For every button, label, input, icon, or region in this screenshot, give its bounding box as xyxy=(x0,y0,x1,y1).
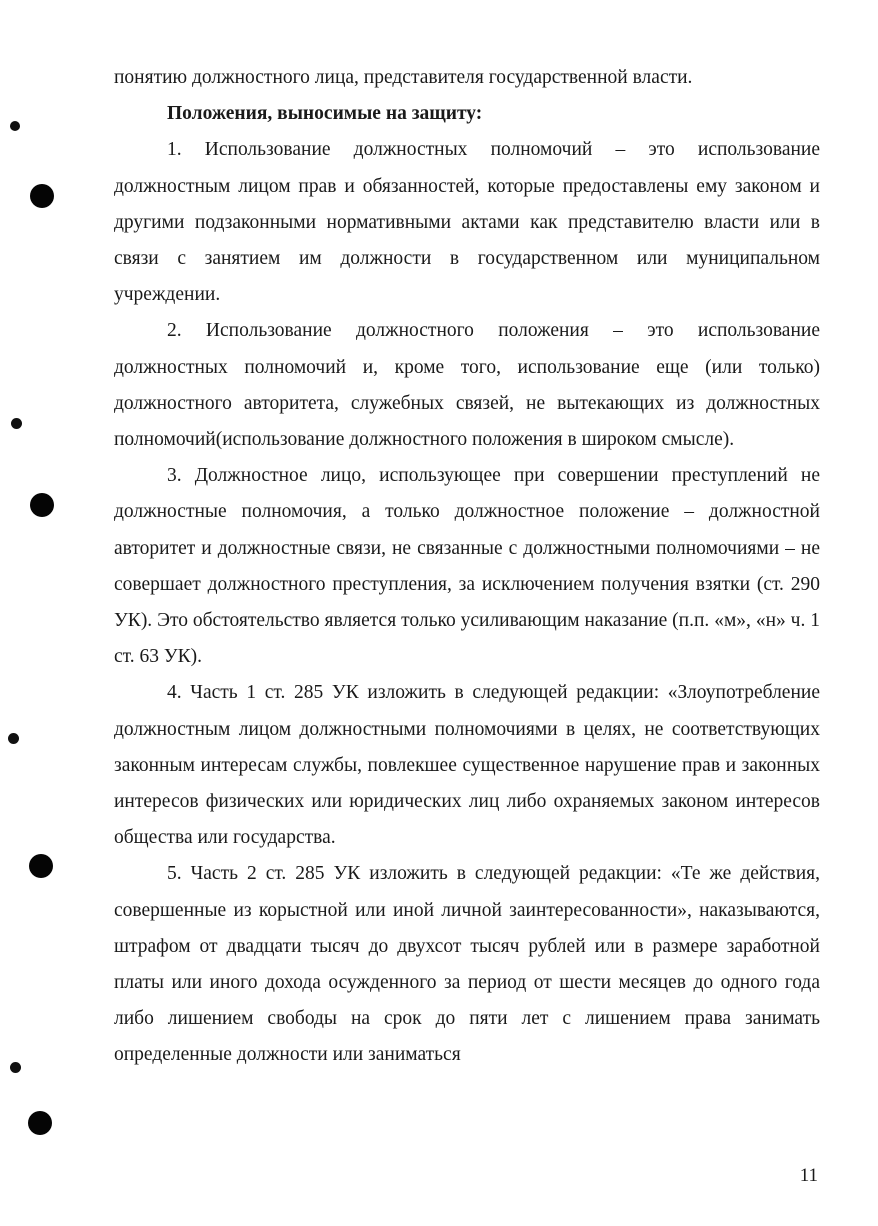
binding-mark xyxy=(10,121,20,131)
section-heading: Положения, выносимые на защиту: xyxy=(167,103,483,125)
binding-mark xyxy=(8,733,19,744)
paragraph-continuation: понятию должностного лица, представителя государственной власти. xyxy=(114,67,693,88)
paragraph-2: 2. Использование должностного положения – это использование должностных полномочий и, кроме того, использование еще (или только) должностного авторитета, служебных связей, не вытекающих из должностных полномочий(использование должностного положения в широком смысле). xyxy=(114,320,820,451)
punch-hole xyxy=(30,493,54,517)
punch-hole xyxy=(30,184,54,208)
binding-mark xyxy=(11,418,22,429)
document-body xyxy=(114,60,820,1074)
page-number: 11 xyxy=(799,1165,818,1186)
paragraph-3: 3. Должностное лицо, использующее при совершении преступлений не должностные полномочия, а только должностное положение – должностной авторитет и должностные связи, не связанные с должностными полномочиями – не совершает должностного преступления, за исключением получения взятки (ст. 290 УК). Это обстоятельство является только усиливающим наказание (п.п. «м», «н» ч. 1 ст. 63 УК). xyxy=(114,465,820,668)
binding-mark xyxy=(10,1062,21,1073)
punch-hole xyxy=(28,1111,52,1135)
punch-hole xyxy=(29,854,53,878)
paragraph-1: 1. Использование должностных полномочий – это использование должностным лицом прав и обязанностей, которые предоставлены ему законом и другими подзаконными нормативными актами как представителю власти или в связи с занятием им должности в государственном или муниципальном учреждении. xyxy=(114,139,820,306)
paragraph-5: 5. Часть 2 ст. 285 УК изложить в следующей редакции: «Те же действия, совершенные из корыстной или иной личной заинтересованности», наказываются, штрафом от двадцати тысяч до двухсот тысяч рублей или в размере заработной платы или иного дохода осужденного за период от шести месяцев до одного года либо лишением свободы на срок до пяти лет с лишением права занимать определенные должности или заниматься xyxy=(114,863,820,1066)
paragraph-4: 4. Часть 1 ст. 285 УК изложить в следующей редакции: «Злоупотребление должностным лицом должностными полномочиями в целях, не соответствующих законным интересам службы, повлекшее существенное нарушение прав и законных интересов физических или юридических лиц либо охраняемых законом интересов общества или государства. xyxy=(114,682,820,849)
